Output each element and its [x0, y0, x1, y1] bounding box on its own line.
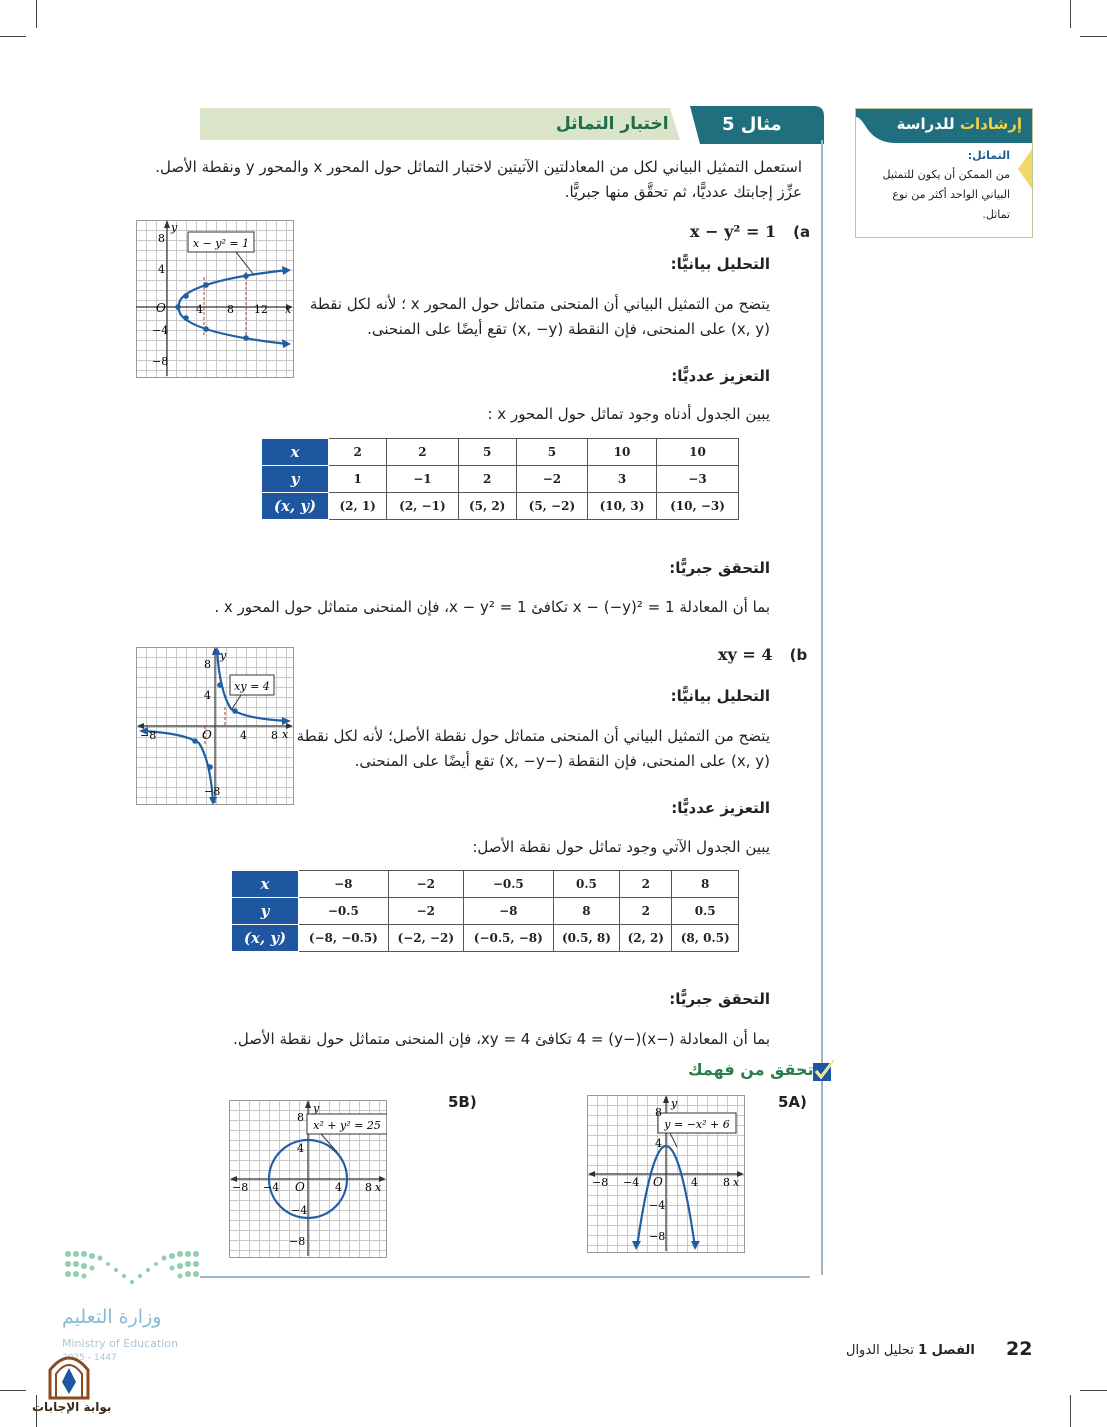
tick-label: 8: [271, 729, 278, 742]
table-cell: 0.5: [553, 871, 620, 898]
axis-x: x: [733, 1176, 740, 1189]
tick-label: −4: [291, 1204, 308, 1217]
table-header: x: [232, 871, 299, 898]
graph-5b: [229, 1100, 387, 1258]
tick-label: 4: [297, 1142, 304, 1155]
tick-label: −8: [289, 1235, 306, 1248]
table-cell: (10, −3): [657, 493, 739, 520]
example-title: اختبار التماثل: [556, 114, 669, 134]
axis-y: y: [171, 221, 178, 234]
ministry-name-ar: وزارة التعليم: [62, 1306, 162, 1328]
part-b-heading-graph: التحليل بيانيًّا:: [670, 687, 770, 705]
table-cell: −2: [388, 898, 463, 925]
tick-label: −8: [204, 785, 221, 798]
tick-label: −8: [140, 729, 157, 742]
part-a-graph-text-1: يتضح من التمثيل البياني أن المنحنى متماثل حول المحور x ؛ لأنه لكل نقطة: [309, 295, 770, 313]
table-cell: −3: [657, 466, 739, 493]
tick-label: −8: [232, 1181, 249, 1194]
chapter-info: الفصل 1 تحليل الدوال: [846, 1343, 975, 1358]
table-cell: 2: [620, 871, 672, 898]
part-a-heading-numeric: التعزيز عدديًّا:: [671, 367, 770, 385]
tick-label: −4: [152, 324, 169, 337]
table-row: [262, 493, 739, 520]
table-cell: 5: [516, 439, 587, 466]
table-header: y: [262, 466, 329, 493]
axis-y: y: [671, 1097, 678, 1110]
tick-label: −4: [649, 1199, 666, 1212]
table-cell: 1: [329, 466, 387, 493]
tick-label: 8: [365, 1181, 372, 1194]
panel-border: [821, 140, 823, 1275]
origin-label: O: [202, 728, 212, 742]
check-b-label: (5B: [448, 1093, 477, 1111]
graph-b-label: xy = 4: [234, 680, 270, 693]
axis-y: y: [220, 649, 227, 662]
part-b-graph-text-1: يتضح من التمثيل البياني أن المنحنى متماثل حول نقطة الأصل؛ لأنه لكل نقطة: [296, 727, 770, 745]
table-cell: 2: [329, 439, 387, 466]
tick-label: 4: [196, 303, 203, 316]
table-cell: (2, 2): [620, 925, 672, 952]
ministry-name-en: Ministry of Education: [62, 1337, 179, 1350]
part-a-numeric-text: يبين الجدول أدناه وجود تماثل حول المحور x :: [487, 405, 770, 423]
table-row: [262, 466, 739, 493]
part-b-heading-alg: التحقق جبريًّا:: [669, 990, 770, 1008]
part-a-graph-text-2: (x, y) على المنحنى، فإن النقطة (x, −y) تقع أيضًا على المنحنى.: [367, 320, 770, 338]
table-cell: (5, 2): [458, 493, 516, 520]
tick-label: 12: [254, 303, 268, 316]
part-a-heading-graph: التحليل بيانيًّا:: [670, 255, 770, 273]
tick-label: 8: [723, 1176, 730, 1189]
table-cell: 5: [458, 439, 516, 466]
tick-label: 8: [655, 1106, 662, 1119]
origin-label: O: [295, 1180, 305, 1194]
table-cell: (−8, −0.5): [299, 925, 389, 952]
tick-label: 8: [227, 303, 234, 316]
table-cell: (−2, −2): [388, 925, 463, 952]
table-cell: 0.5: [672, 898, 739, 925]
graph-5b-label: x² + y² = 25: [313, 1119, 381, 1132]
tick-label: 8: [204, 658, 211, 671]
table-cell: (2, 1): [329, 493, 387, 520]
graph-5a-label: y = −x² + 6: [664, 1118, 730, 1131]
graph-b: [136, 647, 294, 805]
part-a-heading-alg: التحقق جبريًّا:: [669, 559, 770, 577]
table-cell: (8, 0.5): [672, 925, 739, 952]
intro-line-2: عزِّز إجابتك عدديًّا، ثم تحقَّق منها جبريًّا.: [564, 183, 802, 201]
part-b-table: [231, 870, 739, 952]
part-a-equation: x − y² = 1 (a: [690, 222, 811, 241]
checkbox-icon: [810, 1058, 836, 1084]
axis-x: x: [282, 728, 289, 741]
table-row: [232, 871, 739, 898]
table-cell: 3: [588, 466, 657, 493]
part-b-equation: xy = 4 (b: [718, 645, 808, 664]
table-cell: −8: [463, 898, 553, 925]
tick-label: −4: [623, 1176, 640, 1189]
page-number: 22: [1006, 1338, 1033, 1360]
graph-5a: [587, 1095, 745, 1253]
table-cell: 8: [553, 898, 620, 925]
watermark-icon: [46, 1350, 92, 1400]
tick-label: 8: [297, 1111, 304, 1124]
crop-mark: [0, 1390, 26, 1391]
table-row: [262, 439, 739, 466]
origin-label: O: [653, 1175, 663, 1189]
tick-label: 4: [240, 729, 247, 742]
crop-mark: [36, 0, 37, 28]
check-a-label: (5A: [778, 1093, 807, 1111]
crop-mark: [1080, 1390, 1107, 1391]
study-tips-title: إرشادات للدراسة: [896, 115, 1022, 133]
tick-label: −8: [592, 1176, 609, 1189]
table-cell: −2: [388, 871, 463, 898]
part-a-table: [261, 438, 739, 520]
graph-a-label: x − y² = 1: [192, 237, 250, 250]
table-header: (x, y): [232, 925, 299, 952]
tip-subtitle: التماثل:: [967, 149, 1010, 162]
intro-line-1: استعمل التمثيل البياني لكل من المعادلتين الآتيتين لاختبار التماثل حول المحور x والمحور y ونقطة الأصل.: [155, 158, 802, 176]
tick-label: 4: [655, 1137, 662, 1150]
table-cell: 2: [387, 439, 458, 466]
table-cell: (2, −1): [387, 493, 458, 520]
tip-marker-icon: [1016, 149, 1032, 189]
crop-mark: [0, 36, 26, 37]
tick-label: 8: [158, 232, 165, 245]
ministry-year: 2025 - 1447: [62, 1353, 117, 1363]
table-cell: 8: [672, 871, 739, 898]
table-cell: −1: [387, 466, 458, 493]
table-cell: (5, −2): [516, 493, 587, 520]
part-a-alg-text: بما أن المعادلة x − (−y)² = 1 تكافئ x − y² = 1، فإن المنحنى متماثل حول المحور x .: [214, 598, 770, 616]
check-title: تحقق من فهمك: [688, 1060, 814, 1079]
origin-label: O: [156, 301, 166, 315]
table-cell: −0.5: [299, 898, 389, 925]
tick-label: −4: [263, 1181, 280, 1194]
axis-y: y: [313, 1102, 320, 1115]
table-cell: −2: [516, 466, 587, 493]
table-cell: 2: [458, 466, 516, 493]
study-tips-box: [855, 108, 1033, 238]
axis-x: x: [375, 1181, 382, 1194]
tip-text: من الممكن أن يكون للتمثيل البياني الواحد أكثر من نوع تماثل.: [882, 168, 1010, 221]
table-row: [232, 898, 739, 925]
graph-a: [136, 220, 294, 378]
table-cell: (−0.5, −8): [463, 925, 553, 952]
table-header: (x, y): [262, 493, 329, 520]
tick-label: −8: [649, 1230, 666, 1243]
table-cell: (10, 3): [588, 493, 657, 520]
table-cell: (0.5, 8): [553, 925, 620, 952]
table-header: y: [232, 898, 299, 925]
axis-x: x: [285, 303, 292, 316]
crop-mark: [1070, 1395, 1071, 1427]
table-cell: −0.5: [463, 871, 553, 898]
part-b-alg-text: بما أن المعادلة (−x)(−y) = 4 تكافئ xy = 4، فإن المنحنى متماثل حول نقطة الأصل.: [233, 1030, 770, 1048]
ministry-logo-icon: [62, 1248, 202, 1292]
tick-label: 4: [158, 263, 165, 276]
crop-mark: [1080, 36, 1107, 37]
part-b-numeric-text: يبين الجدول الآتي وجود تماثل حول نقطة الأصل:: [472, 838, 770, 856]
tick-label: 4: [204, 689, 211, 702]
table-cell: 10: [588, 439, 657, 466]
table-row: [232, 925, 739, 952]
crop-mark: [1070, 0, 1071, 28]
table-cell: −8: [299, 871, 389, 898]
part-b-graph-text-2: (x, y) على المنحنى، فإن النقطة (−x, −y) تقع أيضًا على المنحنى.: [354, 752, 770, 770]
watermark-text: بوابة الإجابات: [32, 1400, 112, 1414]
table-header: x: [262, 439, 329, 466]
example-label: مثال 5: [722, 114, 782, 135]
panel-border-bottom: [200, 1276, 810, 1278]
tick-label: 4: [335, 1181, 342, 1194]
table-cell: 2: [620, 898, 672, 925]
table-cell: 10: [657, 439, 739, 466]
part-b-heading-numeric: التعزيز عدديًّا:: [671, 799, 770, 817]
tick-label: 4: [691, 1176, 698, 1189]
tick-label: −8: [152, 355, 169, 368]
